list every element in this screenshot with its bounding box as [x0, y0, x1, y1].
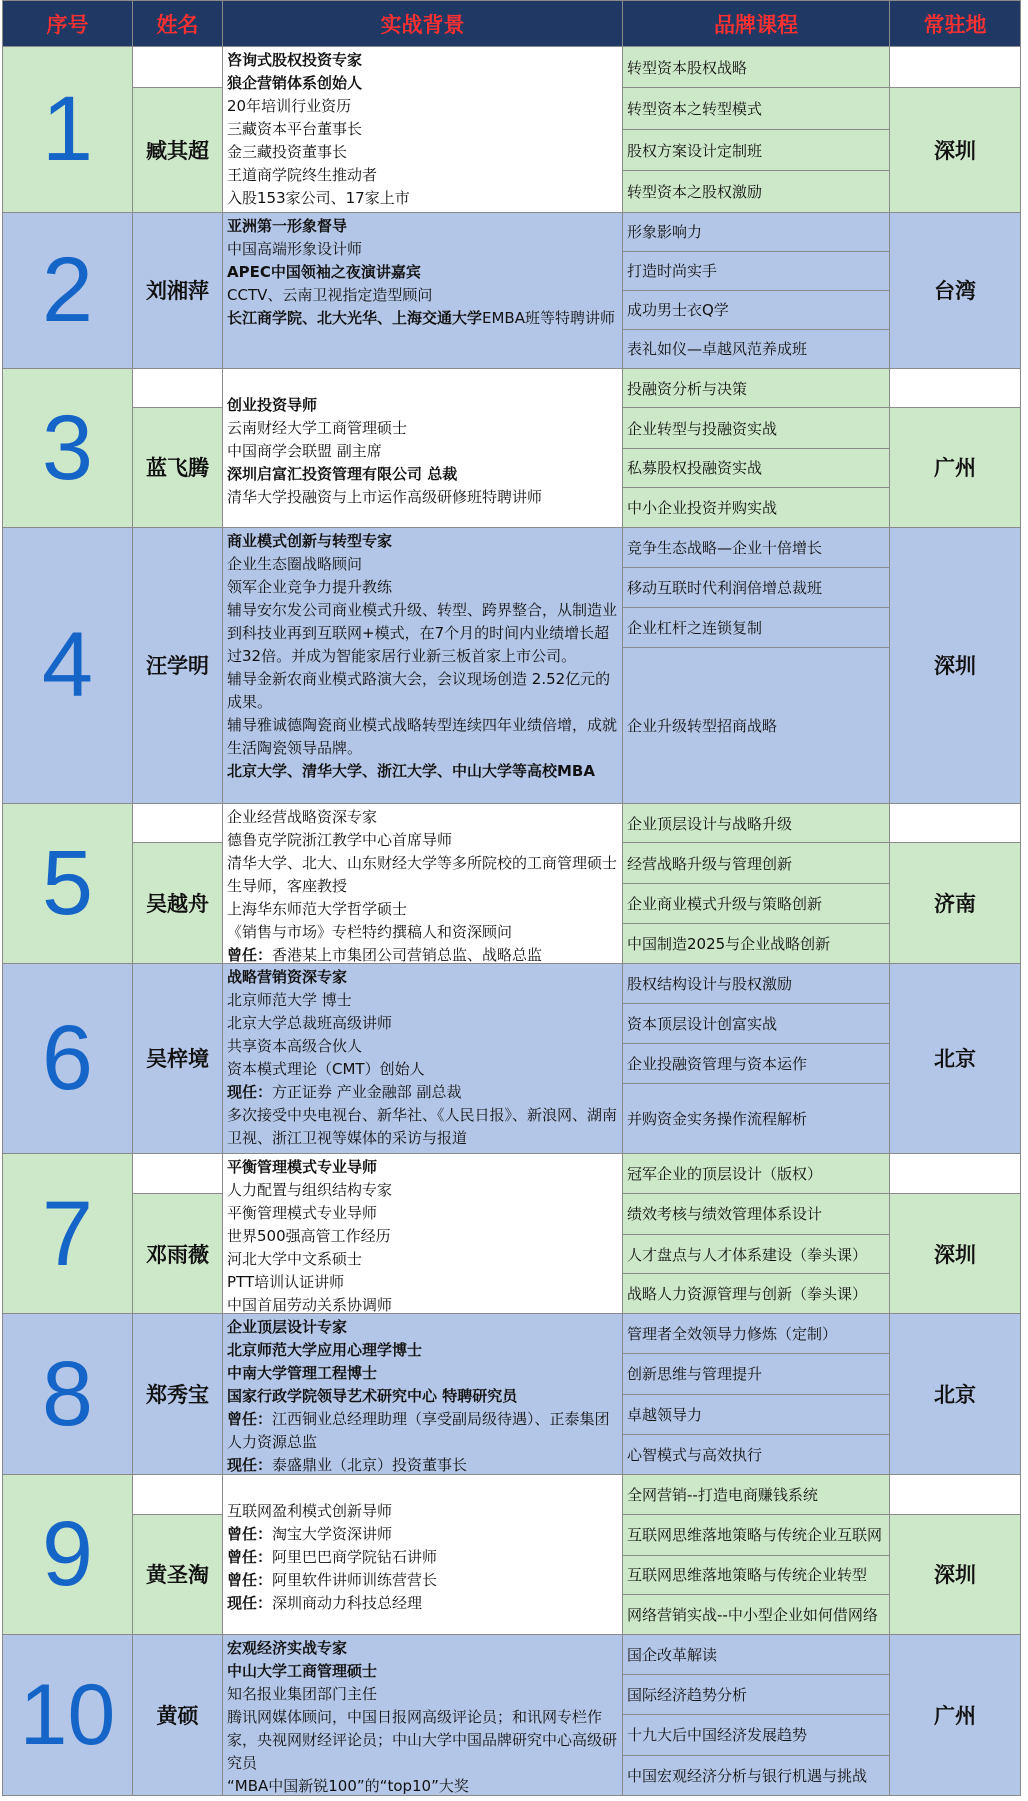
background-line: 中国高端形象设计师: [227, 239, 363, 258]
table-row: [3, 212, 1021, 251]
background-line: [227, 1477, 618, 1500]
course-item: 并购资金实务操作流程解析: [623, 1084, 890, 1154]
background-line: 企业顶层设计专家: [227, 1318, 348, 1337]
trainer-location: 台湾: [890, 212, 1021, 368]
location-cap: [890, 368, 1021, 407]
background-line: 知名报业集团部门主任: [227, 1684, 378, 1703]
trainer-table: [2, 0, 1021, 1796]
background-line: 三藏资本平台董事长: [227, 120, 363, 138]
row-index: 4: [3, 527, 133, 803]
trainer-background: [223, 1314, 623, 1475]
background-line: 中国商学会联盟 副主席: [227, 441, 382, 460]
background-line: 战略营销资深专家: [227, 967, 348, 986]
row-index: 3: [3, 368, 133, 527]
background-line-bold: 曾任：: [227, 945, 273, 964]
course-item: 私募股权投融资实战: [623, 448, 890, 487]
header-location: 常驻地: [890, 1, 1021, 47]
table-header: [3, 1, 1021, 47]
background-line: 河北大学中文系硕士: [227, 1250, 363, 1269]
trainer-name: 刘湘萍: [133, 212, 223, 368]
background-line-bold: 现任：: [227, 1082, 273, 1101]
trainer-location: 深圳: [890, 1514, 1021, 1634]
background-line: [227, 371, 618, 394]
background-text: [223, 1154, 622, 1315]
background-line: [227, 1523, 618, 1546]
background-line-bold: 现任：: [227, 1594, 273, 1613]
background-line: 辅导雅诚德陶瓷商业模式战略转型连续四年业绩倍增，成就生活陶瓷领导品牌。: [227, 715, 618, 757]
background-line: 世界500强高管工作经历: [227, 1227, 391, 1246]
background-line-rest: 方正证券 产业金融部 副总裁: [272, 1082, 462, 1101]
background-line-rest: 江西铜业总经理助理（享受副局级待遇）、正泰集团人力资源总监: [227, 1410, 610, 1452]
background-line: 北京师范大学 博士: [227, 990, 352, 1009]
trainer-name: 蓝飞腾: [133, 408, 223, 527]
row-index: 1: [3, 47, 133, 213]
course-item: 移动互联时代利润倍增总裁班: [623, 567, 890, 607]
row-index: 9: [3, 1475, 133, 1635]
course-item: 创新思维与管理提升: [623, 1354, 890, 1394]
table-row: [3, 1634, 1021, 1674]
background-line: 中国首届劳动关系协调师: [227, 1296, 393, 1315]
name-cap: [133, 1475, 223, 1515]
background-line: 中南大学管理工程博士: [227, 1364, 378, 1383]
row-index: 8: [3, 1314, 133, 1475]
background-line-bold: 曾任：: [227, 1571, 273, 1590]
course-item: 成功男士衣Q学: [623, 290, 890, 329]
location-cap: [890, 47, 1021, 88]
background-line-rest: 泰盛鼎业（北京）投资董事长: [272, 1456, 468, 1475]
table-row: [3, 963, 1021, 1003]
background-line: [227, 1592, 618, 1615]
background-line-bold: 曾任：: [227, 1525, 273, 1544]
background-line: 金三藏投资董事长: [227, 143, 348, 161]
background-line: 咨询式股权投资专家: [227, 51, 363, 69]
trainer-background: [223, 47, 623, 213]
background-line: [227, 1408, 618, 1454]
background-line: 腾讯网媒体顾问，中国日报网高级评论员；和讯网专栏作家，央视网财经评论员；中山大学中国品牌研究中心高级研究员: [227, 1707, 618, 1772]
background-line-rest: 阿里软件讲师训练营营长: [272, 1571, 438, 1590]
trainer-background: [223, 527, 623, 803]
background-line: 领军企业竞争力提升教练: [227, 577, 393, 596]
background-line: 上海华东师范大学哲学硕士: [227, 899, 408, 918]
background-line: 20年培训行业资历: [227, 97, 352, 115]
name-cap: [133, 1154, 223, 1194]
name-cap: [133, 368, 223, 407]
course-item: 投融资分析与决策: [623, 368, 890, 407]
header-index: 序号: [3, 1, 133, 47]
row-index: 6: [3, 963, 133, 1154]
background-line: 北京大学、清华大学、浙江大学、中山大学等高校MBA: [227, 761, 595, 780]
table-row: [3, 47, 1021, 88]
background-line: 辅导金新农商业模式路演大会，会议现场创造 2.52亿元的成果。: [227, 669, 611, 711]
header-name: 姓名: [133, 1, 223, 47]
row-index: 2: [3, 212, 133, 368]
trainer-location: 深圳: [890, 88, 1021, 212]
location-cap: [890, 803, 1021, 843]
background-line: “MBA中国新锐100”的“top10”大奖: [227, 1776, 469, 1795]
header-background: 实战背景: [223, 1, 623, 47]
background-line-bold: 曾任：: [227, 1410, 273, 1429]
course-item: 中国宏观经济分析与银行机遇与挑战: [623, 1755, 890, 1795]
course-item: 互联网思维落地策略与传统企业转型: [623, 1555, 890, 1595]
course-item: 转型资本股权战略: [623, 47, 890, 88]
background-text: [223, 213, 622, 349]
location-cap: [890, 1475, 1021, 1515]
trainer-location: 深圳: [890, 1193, 1021, 1313]
trainer-name: 吴梓境: [133, 963, 223, 1154]
trainer-name: 邓雨薇: [133, 1193, 223, 1313]
trainer-location: 广州: [890, 408, 1021, 527]
table-row: [3, 368, 1021, 407]
background-text: [223, 47, 622, 207]
background-line: APEC中国领袖之夜演讲嘉宾: [227, 262, 421, 281]
background-line: 创业投资导师: [227, 395, 318, 414]
course-item: 企业顶层设计与战略升级: [623, 803, 890, 843]
background-line-bold: 长江商学院、北大光华、上海交通大学: [227, 308, 483, 327]
background-line: 国家行政学院领导艺术研究中心 特聘研究员: [227, 1387, 518, 1406]
course-item: 网络营销实战--中小型企业如何借网络: [623, 1595, 890, 1635]
background-line: 清华大学、北大、山东财经大学等多所院校的工商管理硕士生导师，客座教授: [227, 853, 618, 895]
trainer-background: [223, 963, 623, 1154]
row-index: 10: [3, 1634, 133, 1795]
course-item: 经营战略升级与管理创新: [623, 843, 890, 884]
trainer-background: [223, 1475, 623, 1635]
background-text: [223, 964, 622, 1147]
background-line: 平衡管理模式专业导师: [227, 1204, 378, 1223]
trainer-name: 臧其超: [133, 88, 223, 212]
row-index: 5: [3, 803, 133, 963]
background-line: 商业模式创新与转型专家: [227, 531, 393, 550]
table-body: [3, 47, 1021, 1796]
course-item: 竞争生态战略—企业十倍增长: [623, 527, 890, 567]
trainer-location: 北京: [890, 1314, 1021, 1475]
name-cap: [133, 803, 223, 843]
background-line: [227, 1081, 618, 1104]
trainer-location: 济南: [890, 843, 1021, 963]
course-item: 企业升级转型招商战略: [623, 647, 890, 803]
trainer-background: [223, 803, 623, 963]
trainer-name: 吴越舟: [133, 843, 223, 963]
course-item: 绩效考核与绩效管理体系设计: [623, 1193, 890, 1234]
table-row: [3, 803, 1021, 843]
background-line: 宏观经济实战专家: [227, 1638, 348, 1657]
course-item: 资本顶层设计创富实战: [623, 1003, 890, 1043]
background-text: [223, 1475, 622, 1614]
background-text: [223, 1635, 622, 1795]
trainer-name: 郑秀宝: [133, 1314, 223, 1475]
course-item: 国企改革解读: [623, 1634, 890, 1674]
background-text: [223, 804, 622, 964]
background-line: 共享资本高级合伙人: [227, 1036, 363, 1055]
background-line: 人力配置与组织结构专家: [227, 1181, 393, 1200]
background-line: 互联网盈利模式创新导师: [227, 1502, 393, 1521]
header-courses: 品牌课程: [623, 1, 890, 47]
background-line: PTT培训认证讲师: [227, 1273, 345, 1292]
background-line-bold: 现任：: [227, 1456, 273, 1475]
course-item: 中国制造2025与企业战略创新: [623, 923, 890, 963]
background-line: 北京师范大学应用心理学博士: [227, 1341, 423, 1360]
trainer-name: 汪学明: [133, 527, 223, 803]
trainer-name: 黄硕: [133, 1634, 223, 1795]
course-item: 企业投融资管理与资本运作: [623, 1043, 890, 1083]
background-line: 狼企营销体系创始人: [227, 74, 363, 92]
background-line-rest: EMBA班等特聘讲师: [482, 308, 615, 327]
background-text: [223, 528, 622, 780]
course-item: 企业商业模式升级与策略创新: [623, 884, 890, 924]
course-item: 中小企业投资并购实战: [623, 488, 890, 527]
background-line: [227, 1546, 618, 1569]
course-item: 国际经济趋势分析: [623, 1675, 890, 1715]
course-item: 转型资本之转型模式: [623, 88, 890, 130]
background-line: 资本模式理论（CMT）创始人: [227, 1059, 425, 1078]
background-line: [227, 307, 618, 330]
background-line-rest: 淘宝大学资深讲师: [272, 1525, 393, 1544]
background-line: 深圳启富汇投资管理有限公司 总裁: [227, 464, 458, 483]
background-line: [227, 1569, 618, 1592]
background-line: 企业生态圈战略顾问: [227, 554, 363, 573]
course-item: 企业转型与投融资实战: [623, 408, 890, 449]
background-line: 企业经营战略资深专家: [227, 807, 378, 826]
background-line-rest: 深圳商动力科技总经理: [272, 1594, 423, 1613]
background-line: 亚洲第一形象督导: [227, 216, 348, 235]
background-line: CCTV、云南卫视指定造型顾问: [227, 285, 433, 304]
trainer-background: [223, 1154, 623, 1314]
background-line: 王道商学院终生推动者: [227, 166, 378, 184]
background-line: 入股153家公司、17家上市: [227, 189, 410, 207]
course-item: 战略人力资源管理与创新（拳头课）: [623, 1274, 890, 1314]
background-line: 德鲁克学院浙江教学中心首席导师: [227, 830, 453, 849]
row-index: 7: [3, 1154, 133, 1314]
background-text: [223, 369, 622, 507]
course-item: 管理者全效领导力修炼（定制）: [623, 1314, 890, 1354]
table-row: [3, 1154, 1021, 1194]
course-item: 企业杠杆之连锁复制: [623, 607, 890, 647]
trainer-location: 广州: [890, 1634, 1021, 1795]
course-item: 形象影响力: [623, 212, 890, 251]
table-row: [3, 1314, 1021, 1354]
course-item: 打造时尚实手: [623, 251, 890, 290]
course-item: 十九大后中国经济发展趋势: [623, 1715, 890, 1755]
trainer-location: 北京: [890, 963, 1021, 1154]
course-item: 转型资本之股权激励: [623, 171, 890, 212]
background-line: 多次接受中央电视台、新华社、《人民日报》、新浪网、湖南卫视、浙江卫视等媒体的采访与报道: [227, 1105, 618, 1147]
background-line: 《销售与市场》专栏特约撰稿人和资深顾问: [227, 922, 513, 941]
background-line: 中山大学工商管理硕士: [227, 1661, 378, 1680]
background-line: 北京大学总裁班高级讲师: [227, 1013, 393, 1032]
background-line: 云南财经大学工商管理硕士: [227, 418, 408, 437]
background-line: 平衡管理模式专业导师: [227, 1158, 378, 1177]
background-text: [223, 1314, 622, 1475]
course-item: 全网营销--打造电商赚钱系统: [623, 1475, 890, 1515]
background-line-rest: 阿里巴巴商学院钻石讲师: [272, 1548, 438, 1567]
trainer-location: 深圳: [890, 527, 1021, 803]
background-line: 清华大学投融资与上市运作高级研修班特聘讲师: [227, 487, 543, 506]
trainer-name: 黄圣淘: [133, 1514, 223, 1634]
trainer-background: [223, 212, 623, 368]
trainer-background: [223, 368, 623, 527]
background-line-rest: 香港某上市集团公司营销总监、战略总监: [272, 945, 543, 964]
table-row: [3, 1475, 1021, 1515]
course-item: 心智模式与高效执行: [623, 1434, 890, 1474]
course-item: 表礼如仪—卓越风范养成班: [623, 329, 890, 368]
location-cap: [890, 1154, 1021, 1194]
course-item: 冠军企业的顶层设计（版权）: [623, 1154, 890, 1194]
course-item: 互联网思维落地策略与传统企业互联网: [623, 1514, 890, 1555]
trainer-background: [223, 1634, 623, 1795]
name-cap: [133, 47, 223, 88]
course-item: 人才盘点与人才体系建设（拳头课）: [623, 1234, 890, 1274]
background-line: 辅导安尔发公司商业模式升级、转型、跨界整合，从制造业到科技业再到互联网+模式，在7个月的时间内业绩增长超过32倍。并成为智能家居行业新三板首家上市公司。: [227, 600, 618, 665]
course-item: 股权方案设计定制班: [623, 130, 890, 171]
course-item: 卓越领导力: [623, 1394, 890, 1434]
course-item: 股权结构设计与股权激励: [623, 963, 890, 1003]
background-line-bold: 曾任：: [227, 1548, 273, 1567]
table-row: [3, 527, 1021, 567]
